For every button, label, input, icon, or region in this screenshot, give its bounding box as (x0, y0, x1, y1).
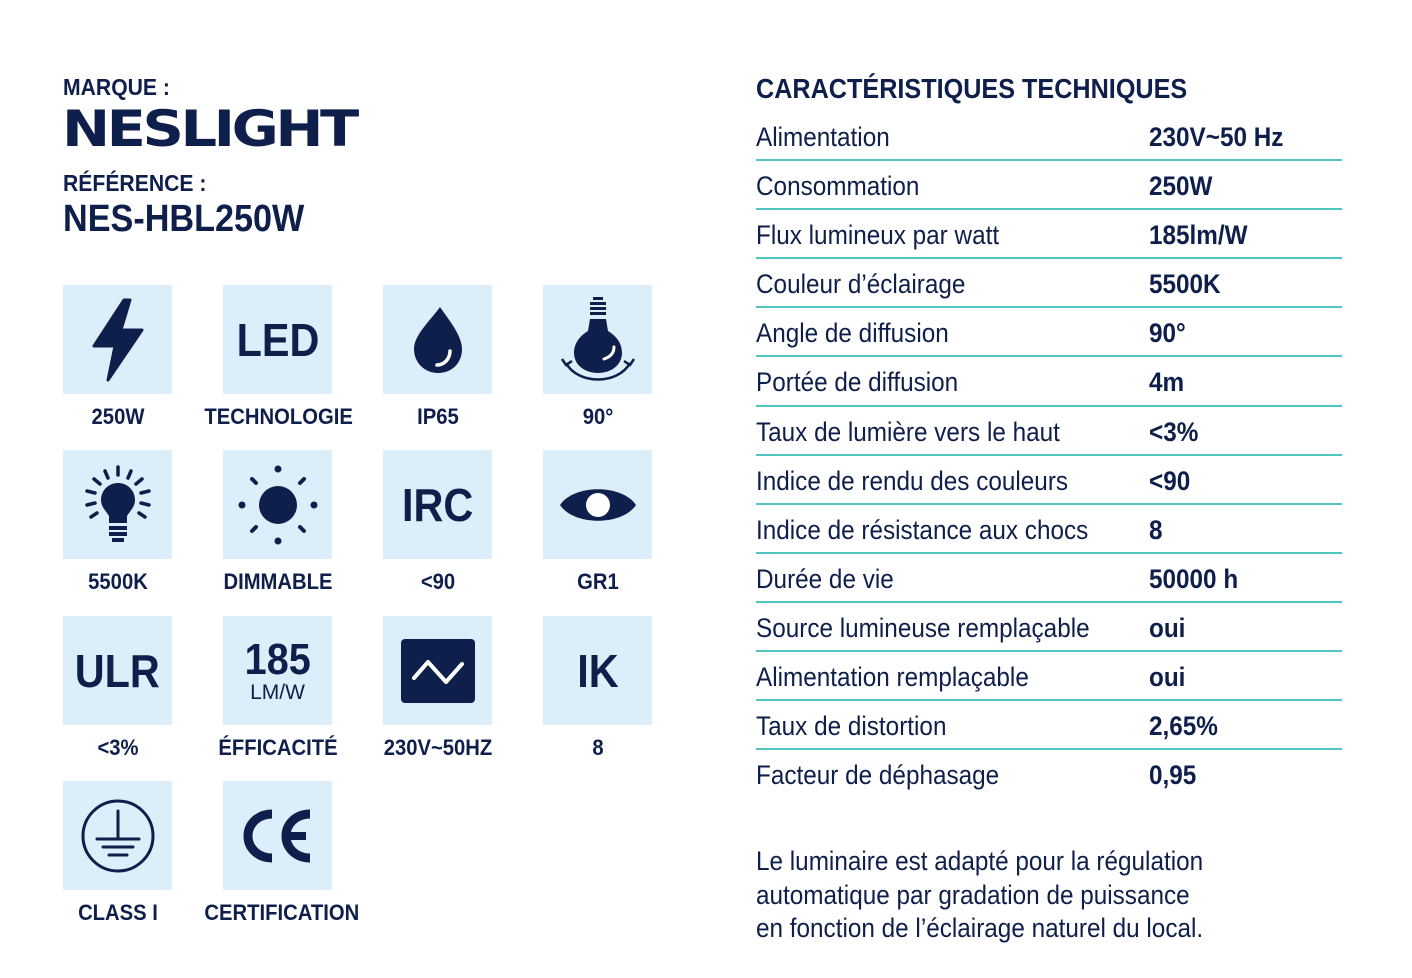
brand-logo: NESLIGHT (62, 100, 356, 158)
spec-name: Flux lumineux par watt (756, 220, 1000, 251)
tile-dimmable (223, 450, 332, 559)
specs-title: CARACTÉRISTIQUES TECHNIQUES (756, 73, 1188, 104)
spec-name: Indice de rendu des couleurs (756, 465, 1069, 496)
irc-text: IRC (401, 478, 474, 531)
caption-power: 250W (91, 404, 145, 429)
caption-irc: <90 (420, 569, 456, 594)
spec-value: 8 (1149, 514, 1163, 545)
spec-row (756, 456, 1342, 505)
tile-irc (383, 450, 492, 559)
caption-ip: IP65 (417, 404, 459, 429)
tile-ulr (63, 616, 172, 725)
caption-glare: GR1 (577, 569, 619, 594)
spec-value: 185lm/W (1149, 220, 1248, 251)
spec-value: 250W (1149, 171, 1213, 202)
spec-value: 90° (1149, 318, 1186, 349)
spec-value: <90 (1149, 465, 1191, 496)
eye-icon (558, 480, 638, 530)
note-line: Le luminaire est adapté pour la régulation (756, 846, 1204, 876)
spec-name: Indice de résistance aux chocs (756, 514, 1089, 545)
brand-label: MARQUE : (63, 74, 170, 100)
spec-name: Source lumineuse remplaçable (756, 612, 1090, 643)
spec-row (756, 407, 1342, 456)
spec-name: Couleur d’éclairage (756, 269, 966, 300)
spec-row (756, 210, 1342, 259)
tile-glare (543, 450, 652, 559)
spec-value: 4m (1149, 367, 1185, 398)
reference-value: NES-HBL250W (63, 198, 305, 240)
spec-value: 0,95 (1149, 760, 1197, 791)
ce-mark-icon (238, 806, 318, 866)
efficacy-unit: LM/W (250, 680, 305, 704)
sun-icon (236, 463, 320, 547)
caption-ulr: <3% (97, 735, 139, 760)
caption-voltage: 230V~50HZ (383, 735, 493, 760)
tile-voltage (383, 616, 492, 725)
spec-row (756, 112, 1342, 161)
lightning-bolt-icon (88, 298, 148, 382)
note-line: en fonction de l’éclairage naturel du local. (756, 913, 1204, 943)
spec-value: 2,65% (1149, 711, 1218, 742)
spec-row (756, 505, 1342, 554)
reference-label: RÉFÉRENCE : (63, 170, 207, 196)
led-text: LED (236, 313, 319, 366)
spec-name: Durée de vie (756, 563, 894, 594)
efficacy-value: 185 (244, 634, 311, 684)
spec-row (756, 161, 1342, 210)
ik-text: IK (576, 644, 619, 697)
caption-technology: TECHNOLOGIE (204, 404, 353, 429)
caption-color-temp: 5500K (88, 569, 148, 594)
spec-name: Taux de lumière vers le haut (756, 416, 1060, 447)
caption-ik: 8 (592, 735, 604, 760)
tile-angle (543, 285, 652, 394)
spec-row (756, 357, 1342, 406)
caption-efficacy: ÉFFICACITÉ (218, 735, 338, 760)
spec-row (756, 701, 1342, 750)
bright-bulb-icon (81, 465, 155, 545)
caption-angle: 90° (582, 404, 614, 429)
ac-wave-icon (400, 638, 476, 704)
tile-ip (383, 285, 492, 394)
spec-value: 5500K (1149, 269, 1221, 300)
tile-ik (543, 616, 652, 725)
specs-table (756, 112, 1342, 799)
dimming-note (756, 845, 1296, 946)
spec-row (756, 652, 1342, 701)
spec-row (756, 259, 1342, 308)
spec-name: Taux de distortion (756, 711, 947, 742)
tile-led (223, 285, 332, 394)
tile-power (63, 285, 172, 394)
spec-name: Facteur de déphasage (756, 760, 1000, 791)
spec-value: 50000 h (1149, 563, 1239, 594)
spec-value: oui (1149, 612, 1186, 643)
bulb-angle-icon (558, 295, 638, 385)
water-drop-icon (410, 305, 466, 375)
spec-row (756, 554, 1342, 603)
spec-name: Alimentation remplaçable (756, 662, 1029, 693)
spec-name: Consommation (756, 171, 920, 202)
spec-name: Alimentation (756, 122, 890, 152)
caption-class: CLASS I (78, 900, 158, 925)
spec-row (756, 750, 1342, 799)
spec-name: Portée de diffusion (756, 367, 959, 398)
tile-efficacy (223, 616, 332, 725)
ulr-text: ULR (74, 644, 161, 697)
spec-value: <3% (1149, 416, 1199, 447)
tile-color-temp (63, 450, 172, 559)
spec-value: oui (1149, 662, 1186, 693)
spec-name: Angle de diffusion (756, 318, 949, 349)
spec-value: 230V~50 Hz (1149, 122, 1284, 152)
tile-certification (223, 781, 332, 890)
note-line: automatique par gradation de puissance (756, 879, 1190, 910)
tile-class (63, 781, 172, 890)
spec-row (756, 308, 1342, 357)
ground-earth-icon (79, 797, 157, 875)
caption-certification: CERTIFICATION (204, 900, 360, 925)
caption-dimmable: DIMMABLE (223, 569, 333, 594)
spec-row (756, 603, 1342, 652)
